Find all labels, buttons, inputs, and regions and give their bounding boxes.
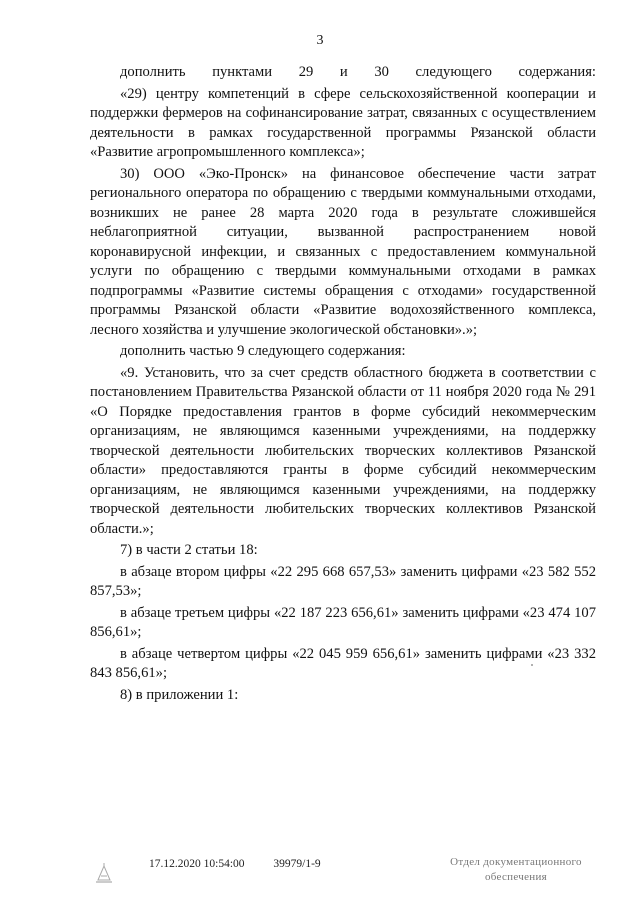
paragraph-5: «9. Установить, что за счет средств областного бюджета в соответствии с постановлением Правительства Рязанской области от 11 ноября 2020 года № 291 «О Порядке предоставления грантов в форме субсидий некоммерческим организациям, не являющимся казенными учреждениями, на поддержку творческой деятельности любительских творческих коллективов Рязанской области» предоставляются гранты в форме субсидий некоммерческим организациям, не являющимся казенными учреждениями, на поддержку творческой деятельности любительских творческих коллективов Рязанской области.»;: [90, 364, 596, 537]
department-stamp: Отдел документационного обеспечения: [450, 856, 582, 883]
paragraph-7: в абзаце втором цифры «22 295 668 657,53» заменить цифрами «23 582 552 857,53»;: [90, 563, 596, 599]
paragraph-4: дополнить частью 9 следующего содержания:: [120, 343, 406, 359]
paragraph-6: 7) в части 2 статьи 18:: [120, 542, 258, 558]
paragraph-9: в абзаце четвертом цифры «22 045 959 656,61» заменить цифрами «23 332 843 856,61»;: [90, 645, 596, 681]
paragraph-10: 8) в приложении 1:: [120, 686, 239, 703]
document-body: [90, 63, 596, 707]
scan-speck: [531, 664, 533, 666]
page-number: 3: [316, 33, 324, 48]
paragraph-1: дополнить пунктами 29 и 30 следующего содержания:: [120, 64, 596, 80]
paragraph-2: «29) центру компетенций в сфере сельскохозяйственной кооперации и поддержки фермеров на софинансирование затрат, связанных с осуществлением деятельности в рамках государственной программы Рязанской области «Развитие агропромышленного комплекса»;: [90, 85, 596, 160]
paragraph-3: 30) ООО «Эко-Пронск» на финансовое обеспечение части затрат регионального оператора по обращению с твердыми коммунальными отходами, возникших не ранее 28 марта 2020 года в результате сложившейся неблагоприятной ситуации, вызванной распространением новой коронавирусной инфекции, и связанных с предоставлением коммунальной услуги по обращению с твердыми коммунальными отходами в рамках подпрограммы «Развитие системы обращения с отходами» государственной программы Рязанской области «Развитие водохозяйственного комплекса, лесного хозяйства и улучшение экологической обстановки».»;: [90, 165, 596, 338]
document-timestamp: 17.12.2020 10:54:00: [149, 858, 245, 870]
document-system-logo-icon: [92, 860, 116, 884]
footer-meta: [149, 858, 321, 870]
paragraph-8: в абзаце третьем цифры «22 187 223 656,61» заменить цифрами «23 474 107 856,61»;: [90, 604, 596, 640]
document-code: 39979/1-9: [273, 858, 321, 870]
